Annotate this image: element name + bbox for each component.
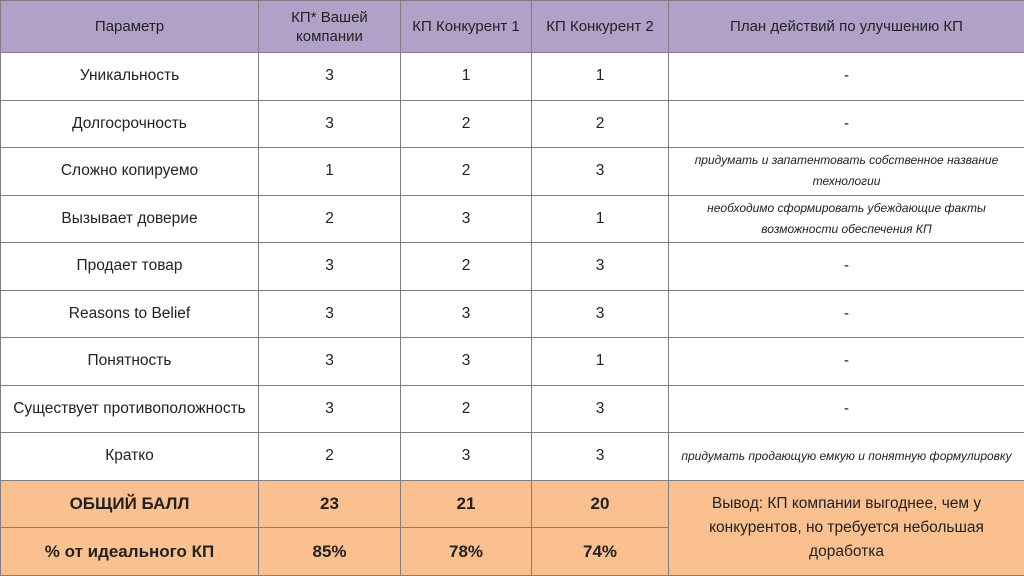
total-label: ОБЩИЙ БАЛЛ: [1, 480, 259, 528]
own-score-cell: 3: [259, 290, 401, 338]
plan-cell: -: [669, 243, 1024, 291]
own-score-cell: 1: [259, 148, 401, 196]
param-cell: Понятность: [1, 338, 259, 386]
competitor-1-score-cell: 2: [401, 243, 532, 291]
plan-cell: -: [669, 53, 1024, 101]
plan-cell: -: [669, 290, 1024, 338]
percent-label: % от идеального КП: [1, 528, 259, 576]
table-row: [1, 243, 1024, 291]
competitor-2-score-cell: 3: [532, 433, 669, 481]
competitor-1-score-cell: 2: [401, 100, 532, 148]
competitor-2-score-cell: 1: [532, 195, 669, 243]
param-cell: Долгосрочность: [1, 100, 259, 148]
own-score-cell: 3: [259, 100, 401, 148]
own-score-cell: 2: [259, 433, 401, 481]
competitor-2-score-cell: 2: [532, 100, 669, 148]
param-cell: Существует противоположность: [1, 385, 259, 433]
header-own-company: КП* Вашей компании: [259, 1, 401, 53]
total-competitor-2: 20: [532, 480, 669, 528]
competitor-1-score-cell: 3: [401, 338, 532, 386]
competitor-1-score-cell: 2: [401, 148, 532, 196]
own-score-cell: 3: [259, 53, 401, 101]
competitor-2-score-cell: 3: [532, 290, 669, 338]
table-row: [1, 100, 1024, 148]
competitor-1-score-cell: 3: [401, 433, 532, 481]
percent-competitor-2: 74%: [532, 528, 669, 576]
plan-cell: придумать и запатентовать собственное название технологии: [669, 148, 1024, 196]
competitor-2-score-cell: 3: [532, 148, 669, 196]
own-score-cell: 2: [259, 195, 401, 243]
param-cell: Сложно копируемо: [1, 148, 259, 196]
conclusion-cell: Вывод: КП компании выгоднее, чем у конкурентов, но требуется небольшая доработка: [669, 480, 1024, 575]
param-cell: Reasons to Belief: [1, 290, 259, 338]
table-row: [1, 338, 1024, 386]
own-score-cell: 3: [259, 243, 401, 291]
plan-cell: -: [669, 338, 1024, 386]
param-cell: Уникальность: [1, 53, 259, 101]
param-cell: Вызывает доверие: [1, 195, 259, 243]
header-competitor-2: КП Конкурент 2: [532, 1, 669, 53]
own-score-cell: 3: [259, 338, 401, 386]
table-row: [1, 148, 1024, 196]
competitor-1-score-cell: 3: [401, 195, 532, 243]
table-row: [1, 53, 1024, 101]
plan-cell: необходимо сформировать убеждающие факты возможности обеспечения КП: [669, 195, 1024, 243]
param-cell: Кратко: [1, 433, 259, 481]
table-row: [1, 433, 1024, 481]
competitor-1-score-cell: 1: [401, 53, 532, 101]
header-row: [1, 1, 1024, 53]
plan-cell: -: [669, 385, 1024, 433]
percent-competitor-1: 78%: [401, 528, 532, 576]
param-cell: Продает товар: [1, 243, 259, 291]
competitor-2-score-cell: 3: [532, 385, 669, 433]
header-parameter: Параметр: [1, 1, 259, 53]
table-row: [1, 385, 1024, 433]
competitor-1-score-cell: 3: [401, 290, 532, 338]
competitor-2-score-cell: 1: [532, 338, 669, 386]
table-row: [1, 195, 1024, 243]
total-row: [1, 480, 1024, 528]
competitor-2-score-cell: 1: [532, 53, 669, 101]
own-score-cell: 3: [259, 385, 401, 433]
plan-cell: придумать продающую емкую и понятную формулировку: [669, 433, 1024, 481]
header-action-plan: План действий по улучшению КП: [669, 1, 1024, 53]
total-own: 23: [259, 480, 401, 528]
percent-own: 85%: [259, 528, 401, 576]
competitor-2-score-cell: 3: [532, 243, 669, 291]
header-competitor-1: КП Конкурент 1: [401, 1, 532, 53]
competitor-1-score-cell: 2: [401, 385, 532, 433]
table-row: [1, 290, 1024, 338]
plan-cell: -: [669, 100, 1024, 148]
total-competitor-1: 21: [401, 480, 532, 528]
